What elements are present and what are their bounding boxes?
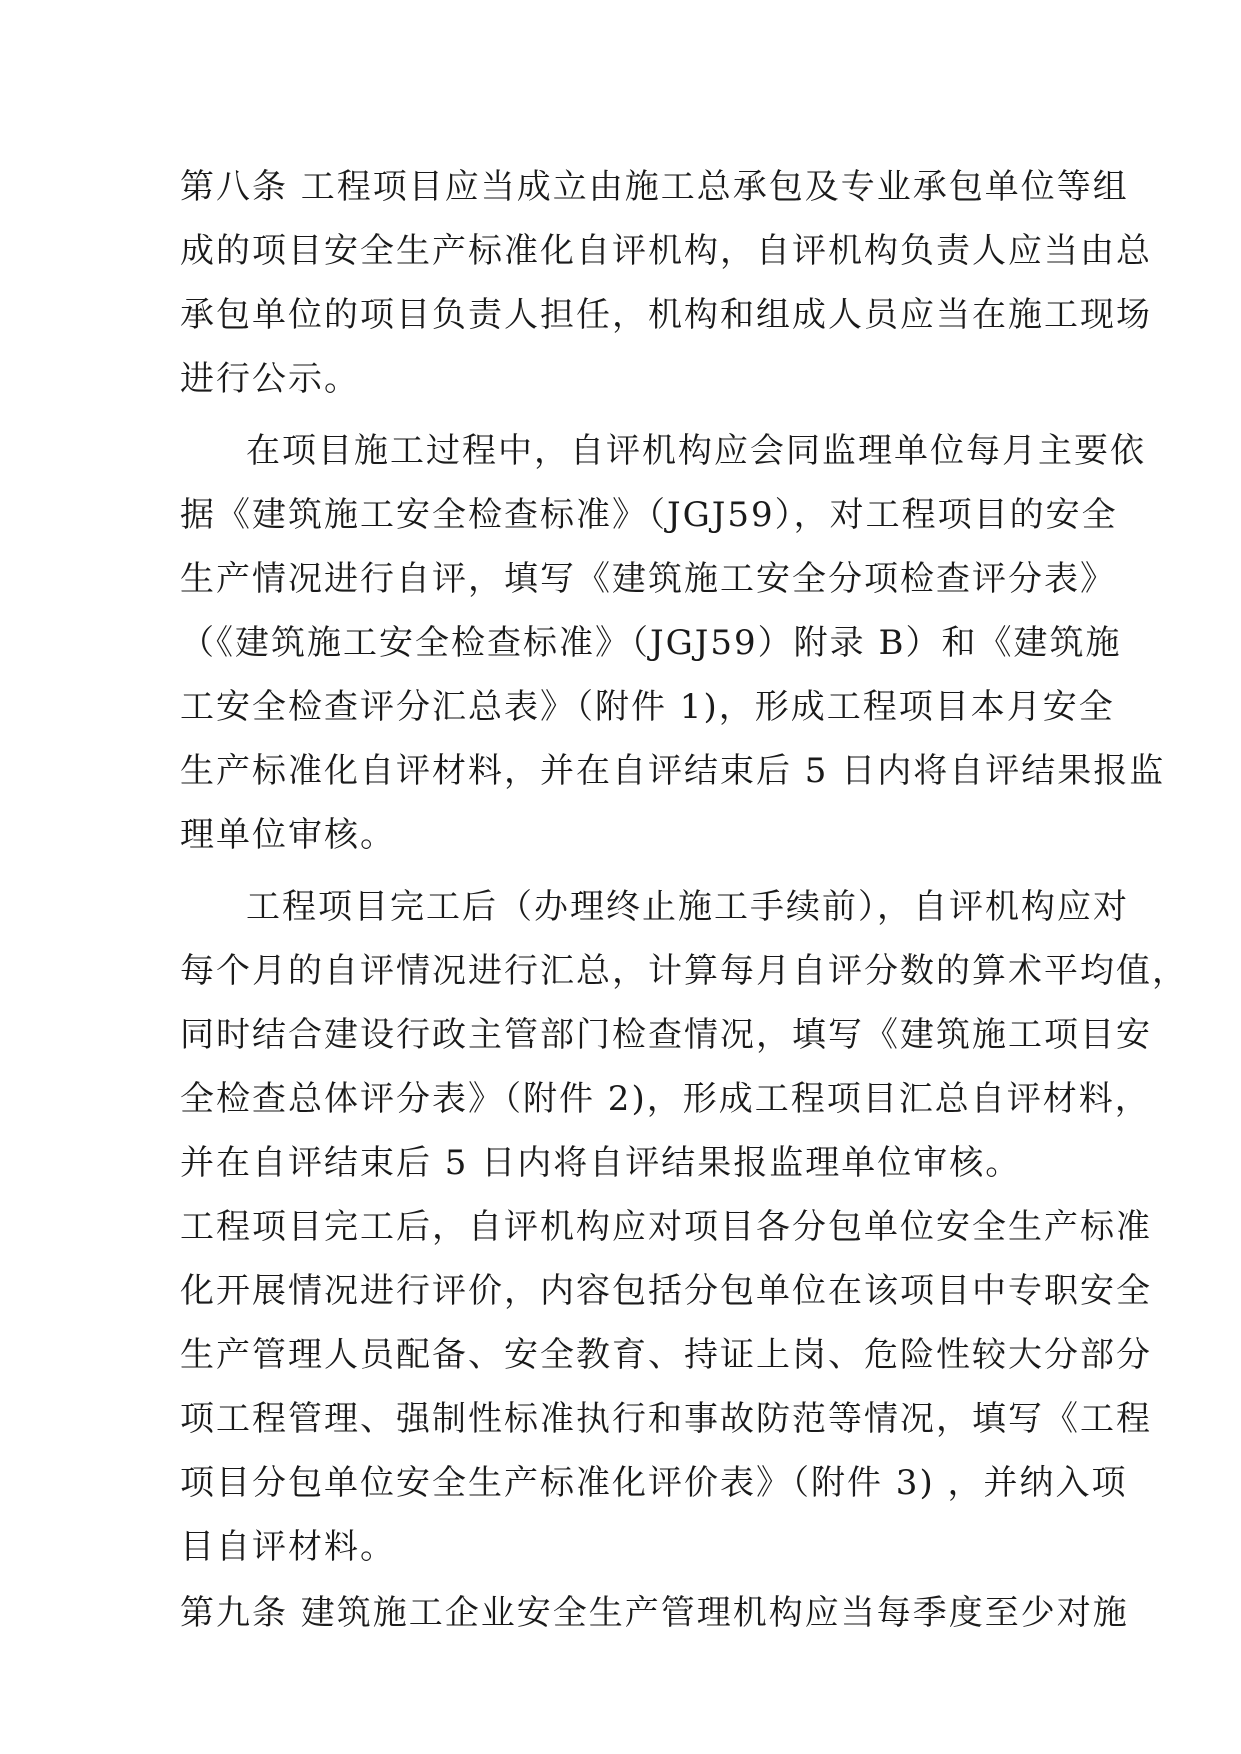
- paragraph-4-line-1: 工程项目完工后，自评机构应对项目各分包单位安全生产标准: [180, 1207, 1152, 1247]
- paragraph-3-line-5: 并在自评结束后 5 日内将自评结果报监理单位审核。: [180, 1143, 1022, 1183]
- paragraph-2-line-2: 据《建筑施工安全检查标准》（JGJ59），对工程项目的安全: [180, 495, 1118, 535]
- article-8-line-3: 承包单位的项目负责人担任，机构和组成人员应当在施工现场: [180, 295, 1152, 335]
- paragraph-3-line-2: 每个月的自评情况进行汇总，计算每月自评分数的算术平均值，: [180, 951, 1188, 991]
- paragraph-4-line-5: 项目分包单位安全生产标准化评价表》（附件 3) ，并纳入项: [180, 1463, 1128, 1503]
- paragraph-4-line-4: 项工程管理、强制性标准执行和事故防范等情况，填写《工程: [180, 1399, 1152, 1439]
- paragraph-2-line-4: （《建筑施工安全检查标准》（JGJ59）附录 B）和《建筑施: [180, 623, 1122, 663]
- paragraph-2-line-7: 理单位审核。: [180, 815, 396, 855]
- paragraph-3-line-4: 全检查总体评分表》（附件 2)，形成工程项目汇总自评材料，: [180, 1079, 1151, 1119]
- paragraph-2-line-1: 在项目施工过程中，自评机构应会同监理单位每月主要依: [246, 431, 1146, 471]
- article-8-line-1: 第八条 工程项目应当成立由施工总承包及专业承包单位等组: [180, 167, 1129, 207]
- paragraph-4-line-3: 生产管理人员配备、安全教育、持证上岗、危险性较大分部分: [180, 1335, 1152, 1375]
- paragraph-4-line-6: 目自评材料。: [180, 1527, 396, 1567]
- paragraph-2-line-3: 生产情况进行自评，填写《建筑施工安全分项检查评分表》: [180, 559, 1116, 599]
- article-9-line-1: 第九条 建筑施工企业安全生产管理机构应当每季度至少对施: [180, 1593, 1129, 1633]
- paragraph-3-line-1: 工程项目完工后（办理终止施工手续前），自评机构应对: [246, 887, 1129, 927]
- paragraph-2-line-5: 工安全检查评分汇总表》（附件 1)，形成工程项目本月安全: [180, 687, 1115, 727]
- article-8-line-2: 成的项目安全生产标准化自评机构，自评机构负责人应当由总: [180, 231, 1152, 271]
- paragraph-2-line-6: 生产标准化自评材料，并在自评结束后 5 日内将自评结果报监: [180, 751, 1166, 791]
- paragraph-4-line-2: 化开展情况进行评价，内容包括分包单位在该项目中专职安全: [180, 1271, 1152, 1311]
- paragraph-3-line-3: 同时结合建设行政主管部门检查情况，填写《建筑施工项目安: [180, 1015, 1152, 1055]
- article-8-line-4: 进行公示。: [180, 359, 360, 399]
